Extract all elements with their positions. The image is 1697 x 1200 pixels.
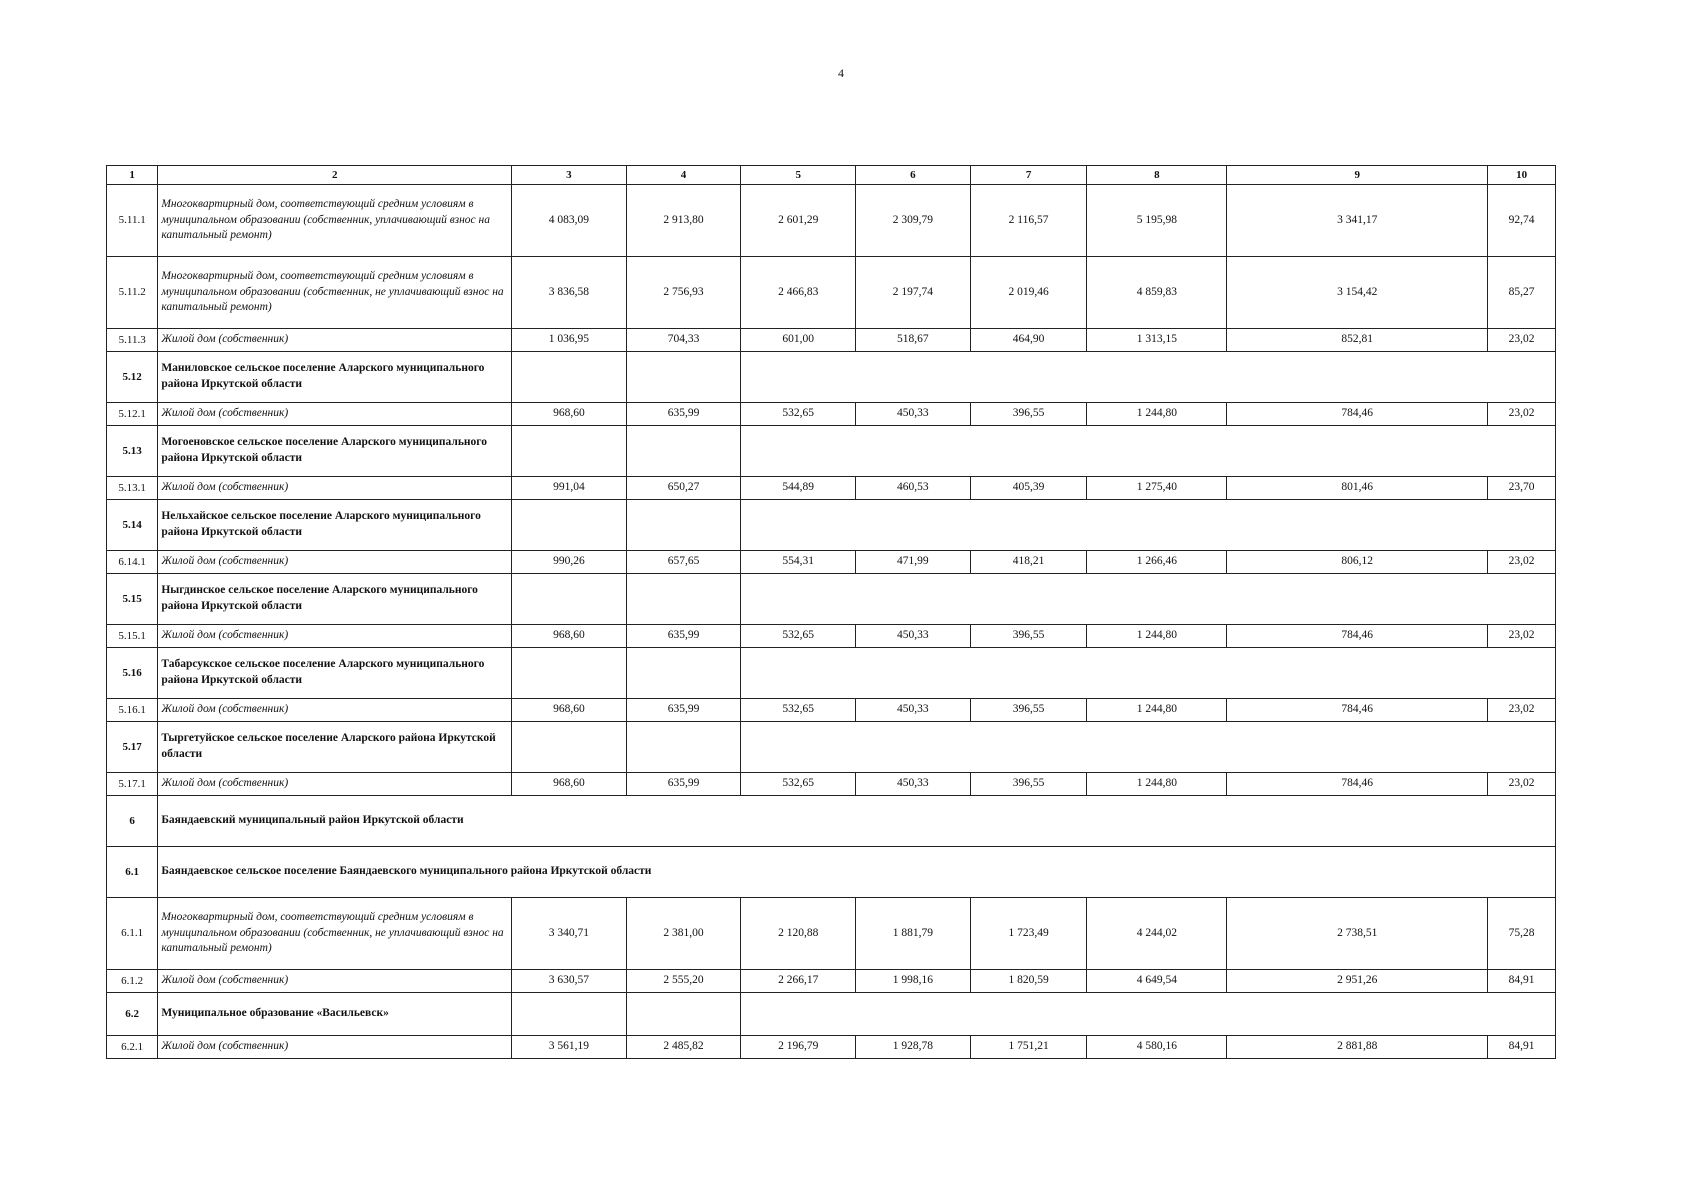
section-row bbox=[107, 574, 1556, 625]
section-name: Маниловское сельское поселение Аларского муниципального района Иркутской области bbox=[158, 352, 512, 403]
value-cell: 1 881,79 bbox=[856, 898, 971, 970]
value-cell: 84,91 bbox=[1488, 970, 1556, 993]
section-name: Табарсукское сельское поселение Аларского муниципального района Иркутской области bbox=[158, 648, 512, 699]
row-code: 6.1.2 bbox=[107, 970, 158, 993]
row-code: 5.15.1 bbox=[107, 625, 158, 648]
value-cell: 3 154,42 bbox=[1227, 257, 1488, 329]
value-cell: 968,60 bbox=[512, 699, 627, 722]
column-number-header: 4 bbox=[626, 166, 741, 185]
section-code: 5.12 bbox=[107, 352, 158, 403]
empty-merged-cell bbox=[741, 722, 1556, 773]
empty-cell bbox=[626, 574, 741, 625]
value-cell: 405,39 bbox=[970, 477, 1087, 500]
value-cell: 2 756,93 bbox=[626, 257, 741, 329]
value-cell: 1 928,78 bbox=[856, 1036, 971, 1059]
value-cell: 784,46 bbox=[1227, 773, 1488, 796]
value-cell: 784,46 bbox=[1227, 625, 1488, 648]
section-code: 5.17 bbox=[107, 722, 158, 773]
row-code: 5.17.1 bbox=[107, 773, 158, 796]
value-cell: 3 341,17 bbox=[1227, 185, 1488, 257]
empty-merged-cell bbox=[741, 648, 1556, 699]
table-row bbox=[107, 477, 1556, 500]
table-row bbox=[107, 625, 1556, 648]
row-code: 5.11.3 bbox=[107, 329, 158, 352]
value-cell: 1 820,59 bbox=[970, 970, 1087, 993]
value-cell: 23,02 bbox=[1488, 773, 1556, 796]
value-cell: 418,21 bbox=[970, 551, 1087, 574]
value-cell: 2 738,51 bbox=[1227, 898, 1488, 970]
value-cell: 1 266,46 bbox=[1087, 551, 1227, 574]
value-cell: 968,60 bbox=[512, 773, 627, 796]
value-cell: 2 381,00 bbox=[626, 898, 741, 970]
value-cell: 3 561,19 bbox=[512, 1036, 627, 1059]
table-row bbox=[107, 329, 1556, 352]
row-code: 6.14.1 bbox=[107, 551, 158, 574]
section-name: Муниципальное образование «Васильевск» bbox=[158, 993, 512, 1036]
value-cell: 657,65 bbox=[626, 551, 741, 574]
region-code: 6.1 bbox=[107, 847, 158, 898]
row-name: Многоквартирный дом, соответствующий средним условиям в муниципальном образовании (собственник, не уплачивающий взнос на капитальный ремонт) bbox=[158, 898, 512, 970]
value-cell: 635,99 bbox=[626, 773, 741, 796]
value-cell: 2 881,88 bbox=[1227, 1036, 1488, 1059]
value-cell: 1 244,80 bbox=[1087, 699, 1227, 722]
value-cell: 75,28 bbox=[1488, 898, 1556, 970]
section-code: 5.15 bbox=[107, 574, 158, 625]
value-cell: 1 998,16 bbox=[856, 970, 971, 993]
section-code: 6.2 bbox=[107, 993, 158, 1036]
value-cell: 635,99 bbox=[626, 625, 741, 648]
value-cell: 460,53 bbox=[856, 477, 971, 500]
empty-merged-cell bbox=[741, 352, 1556, 403]
value-cell: 1 244,80 bbox=[1087, 773, 1227, 796]
empty-cell bbox=[626, 352, 741, 403]
page-number: 4 bbox=[838, 66, 844, 80]
section-row bbox=[107, 722, 1556, 773]
value-cell: 4 649,54 bbox=[1087, 970, 1227, 993]
empty-cell bbox=[512, 574, 627, 625]
value-cell: 852,81 bbox=[1227, 329, 1488, 352]
region-name: Баяндаевский муниципальный район Иркутской области bbox=[158, 796, 1556, 847]
value-cell: 2 951,26 bbox=[1227, 970, 1488, 993]
value-cell: 2 601,29 bbox=[741, 185, 856, 257]
empty-cell bbox=[512, 648, 627, 699]
empty-merged-cell bbox=[741, 426, 1556, 477]
value-cell: 1 313,15 bbox=[1087, 329, 1227, 352]
row-name: Жилой дом (собственник) bbox=[158, 477, 512, 500]
value-cell: 518,67 bbox=[856, 329, 971, 352]
empty-cell bbox=[626, 722, 741, 773]
value-cell: 806,12 bbox=[1227, 551, 1488, 574]
section-row bbox=[107, 352, 1556, 403]
value-cell: 784,46 bbox=[1227, 403, 1488, 426]
row-name: Жилой дом (собственник) bbox=[158, 970, 512, 993]
section-code: 5.14 bbox=[107, 500, 158, 551]
value-cell: 554,31 bbox=[741, 551, 856, 574]
value-cell: 396,55 bbox=[970, 403, 1087, 426]
empty-cell bbox=[512, 993, 627, 1036]
value-cell: 2 309,79 bbox=[856, 185, 971, 257]
section-code: 5.16 bbox=[107, 648, 158, 699]
value-cell: 2 120,88 bbox=[741, 898, 856, 970]
value-cell: 704,33 bbox=[626, 329, 741, 352]
empty-cell bbox=[512, 500, 627, 551]
value-cell: 532,65 bbox=[741, 403, 856, 426]
column-number-header: 5 bbox=[741, 166, 856, 185]
value-cell: 2 485,82 bbox=[626, 1036, 741, 1059]
empty-cell bbox=[626, 426, 741, 477]
value-cell: 3 630,57 bbox=[512, 970, 627, 993]
value-cell: 3 836,58 bbox=[512, 257, 627, 329]
section-name: Ныгдинское сельское поселение Аларского муниципального района Иркутской области bbox=[158, 574, 512, 625]
value-cell: 450,33 bbox=[856, 403, 971, 426]
value-cell: 4 244,02 bbox=[1087, 898, 1227, 970]
value-cell: 2 913,80 bbox=[626, 185, 741, 257]
empty-cell bbox=[512, 352, 627, 403]
row-code: 5.12.1 bbox=[107, 403, 158, 426]
value-cell: 84,91 bbox=[1488, 1036, 1556, 1059]
row-name: Жилой дом (собственник) bbox=[158, 773, 512, 796]
value-cell: 471,99 bbox=[856, 551, 971, 574]
table-row bbox=[107, 551, 1556, 574]
row-name: Жилой дом (собственник) bbox=[158, 329, 512, 352]
value-cell: 4 580,16 bbox=[1087, 1036, 1227, 1059]
value-cell: 532,65 bbox=[741, 773, 856, 796]
section-row bbox=[107, 426, 1556, 477]
column-number-header: 8 bbox=[1087, 166, 1227, 185]
row-code: 6.1.1 bbox=[107, 898, 158, 970]
column-number-header: 9 bbox=[1227, 166, 1488, 185]
table-row bbox=[107, 773, 1556, 796]
value-cell: 1 275,40 bbox=[1087, 477, 1227, 500]
value-cell: 532,65 bbox=[741, 699, 856, 722]
value-cell: 464,90 bbox=[970, 329, 1087, 352]
value-cell: 2 197,74 bbox=[856, 257, 971, 329]
value-cell: 601,00 bbox=[741, 329, 856, 352]
value-cell: 396,55 bbox=[970, 773, 1087, 796]
value-cell: 4 083,09 bbox=[512, 185, 627, 257]
value-cell: 2 466,83 bbox=[741, 257, 856, 329]
section-name: Тыргетуйское сельское поселение Аларского района Иркутской области bbox=[158, 722, 512, 773]
value-cell: 23,70 bbox=[1488, 477, 1556, 500]
empty-cell bbox=[512, 722, 627, 773]
row-name: Жилой дом (собственник) bbox=[158, 1036, 512, 1059]
table-row bbox=[107, 185, 1556, 257]
value-cell: 1 244,80 bbox=[1087, 403, 1227, 426]
value-cell: 92,74 bbox=[1488, 185, 1556, 257]
value-cell: 968,60 bbox=[512, 403, 627, 426]
value-cell: 532,65 bbox=[741, 625, 856, 648]
value-cell: 635,99 bbox=[626, 403, 741, 426]
value-cell: 3 340,71 bbox=[512, 898, 627, 970]
table-header-row bbox=[107, 166, 1556, 185]
table-row bbox=[107, 699, 1556, 722]
value-cell: 450,33 bbox=[856, 699, 971, 722]
column-number-header: 2 bbox=[158, 166, 512, 185]
value-cell: 1 244,80 bbox=[1087, 625, 1227, 648]
table-row bbox=[107, 970, 1556, 993]
row-code: 5.11.1 bbox=[107, 185, 158, 257]
value-cell: 4 859,83 bbox=[1087, 257, 1227, 329]
value-cell: 1 723,49 bbox=[970, 898, 1087, 970]
value-cell: 2 555,20 bbox=[626, 970, 741, 993]
row-name: Жилой дом (собственник) bbox=[158, 551, 512, 574]
value-cell: 450,33 bbox=[856, 625, 971, 648]
value-cell: 396,55 bbox=[970, 625, 1087, 648]
value-cell: 23,02 bbox=[1488, 625, 1556, 648]
empty-cell bbox=[512, 426, 627, 477]
value-cell: 1 036,95 bbox=[512, 329, 627, 352]
value-cell: 23,02 bbox=[1488, 551, 1556, 574]
value-cell: 2 196,79 bbox=[741, 1036, 856, 1059]
table-row bbox=[107, 403, 1556, 426]
column-number-header: 6 bbox=[856, 166, 971, 185]
row-code: 6.2.1 bbox=[107, 1036, 158, 1059]
section-name: Нельхайское сельское поселение Аларского муниципального района Иркутской области bbox=[158, 500, 512, 551]
empty-cell bbox=[626, 500, 741, 551]
row-code: 5.16.1 bbox=[107, 699, 158, 722]
value-cell: 990,26 bbox=[512, 551, 627, 574]
value-cell: 85,27 bbox=[1488, 257, 1556, 329]
value-cell: 23,02 bbox=[1488, 329, 1556, 352]
value-cell: 1 751,21 bbox=[970, 1036, 1087, 1059]
value-cell: 650,27 bbox=[626, 477, 741, 500]
table-row bbox=[107, 1036, 1556, 1059]
row-name: Жилой дом (собственник) bbox=[158, 403, 512, 426]
value-cell: 635,99 bbox=[626, 699, 741, 722]
empty-cell bbox=[626, 993, 741, 1036]
row-name: Жилой дом (собственник) bbox=[158, 625, 512, 648]
value-cell: 784,46 bbox=[1227, 699, 1488, 722]
row-code: 5.13.1 bbox=[107, 477, 158, 500]
section-code: 5.13 bbox=[107, 426, 158, 477]
table-row bbox=[107, 898, 1556, 970]
section-row bbox=[107, 500, 1556, 551]
region-name: Баяндаевское сельское поселение Баяндаевского муниципального района Иркутской области bbox=[158, 847, 1556, 898]
value-cell: 450,33 bbox=[856, 773, 971, 796]
empty-merged-cell bbox=[741, 500, 1556, 551]
value-cell: 396,55 bbox=[970, 699, 1087, 722]
row-name: Жилой дом (собственник) bbox=[158, 699, 512, 722]
column-number-header: 1 bbox=[107, 166, 158, 185]
region-row bbox=[107, 796, 1556, 847]
tariff-table bbox=[106, 165, 1556, 1059]
column-number-header: 10 bbox=[1488, 166, 1556, 185]
value-cell: 968,60 bbox=[512, 625, 627, 648]
table-row bbox=[107, 257, 1556, 329]
empty-merged-cell bbox=[741, 574, 1556, 625]
value-cell: 23,02 bbox=[1488, 699, 1556, 722]
value-cell: 23,02 bbox=[1488, 403, 1556, 426]
column-number-header: 3 bbox=[512, 166, 627, 185]
section-row bbox=[107, 648, 1556, 699]
empty-merged-cell bbox=[741, 993, 1556, 1036]
section-row bbox=[107, 993, 1556, 1036]
empty-cell bbox=[626, 648, 741, 699]
row-name: Многоквартирный дом, соответствующий средним условиям в муниципальном образовании (собственник, уплачивающий взнос на капитальный ремонт) bbox=[158, 185, 512, 257]
value-cell: 2 266,17 bbox=[741, 970, 856, 993]
value-cell: 544,89 bbox=[741, 477, 856, 500]
value-cell: 5 195,98 bbox=[1087, 185, 1227, 257]
value-cell: 801,46 bbox=[1227, 477, 1488, 500]
column-number-header: 7 bbox=[970, 166, 1087, 185]
value-cell: 2 019,46 bbox=[970, 257, 1087, 329]
row-code: 5.11.2 bbox=[107, 257, 158, 329]
section-name: Могоеновское сельское поселение Аларского муниципального района Иркутской области bbox=[158, 426, 512, 477]
row-name: Многоквартирный дом, соответствующий средним условиям в муниципальном образовании (собственник, не уплачивающий взнос на капитальный ремонт) bbox=[158, 257, 512, 329]
value-cell: 2 116,57 bbox=[970, 185, 1087, 257]
region-code: 6 bbox=[107, 796, 158, 847]
region-row bbox=[107, 847, 1556, 898]
value-cell: 991,04 bbox=[512, 477, 627, 500]
